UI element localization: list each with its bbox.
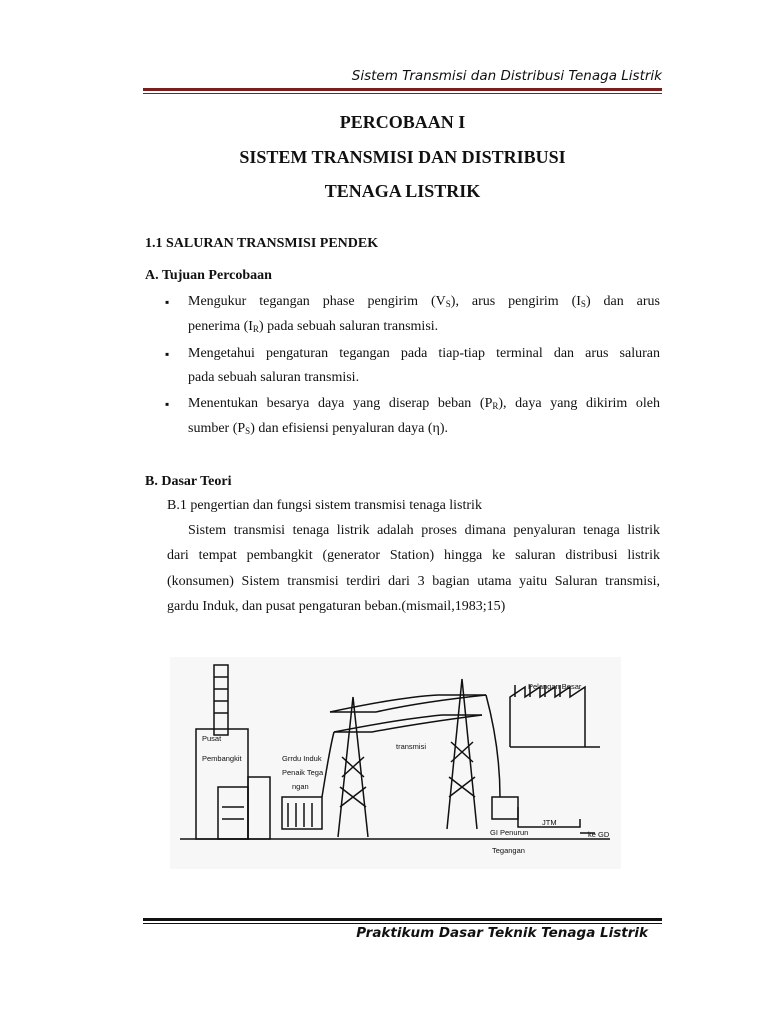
header-rule-thick [143,88,662,91]
subsection-b1: B.1 pengertian dan fungsi sistem transmisi tenaga listrik [167,498,482,513]
bullet-2-line-2: pada sebuah saluran transmisi. [188,370,360,385]
title-line-1: PERCOBAAN I [339,112,466,132]
paragraph-line-2: dari tempat pembangkit (generator Station) hingga ke saluran distribusi listrik [167,548,660,563]
bullet-3-line-2: sumber $(P_S)$ dan efisiensi penyaluran daya (η). [188,421,448,436]
bullet-icon: ▪ [165,295,170,309]
section-1-1-heading: 1.1 SALURAN TRANSMISI PENDEK [145,236,379,251]
bullet-icon: ▪ [165,397,170,411]
header-rule-thin [143,93,662,94]
paragraph-line-3: (konsumen) Sistem transmisi terdiri dari 3 bagian utama yaitu Saluran transmisi, [167,574,660,589]
section-b-heading: B. Dasar Teori [145,474,232,489]
label-transmisi: transmisi [396,742,427,751]
paragraph-line-4: gardu Induk, dan pusat pengaturan beban.(mismail,1983;15) [167,599,506,614]
label-gi-penurun: GI Penurun [490,828,529,837]
bullet-3-line-1: Menentukan besarya daya yang diserap beban $(P_R)$, daya yang dikirim oleh [188,396,660,411]
label-ngan: ngan [292,782,309,791]
running-footer: Praktikum Dasar Teknik Tenaga Listrik [356,925,648,941]
footer-rule-thin [143,923,662,924]
label-gardu-induk: Grrdu Induk [282,754,322,763]
label-pelanggan-besar: Pelangan Besar [528,682,582,691]
paragraph-line-1: Sistem transmisi tenaga listrik adalah proses dimana penyaluran tenaga listrik [188,523,660,538]
label-jtm: JTM [542,818,557,827]
label-penaik-tegangan: Penaik Tega [282,768,324,777]
label-pusat: Pusat [202,734,222,743]
bullet-1-line-1: Mengukur tegangan phase pengirim $(V_S)$, arus pengirim $(I_S)$ dan arus [188,294,660,309]
running-header: Sistem Transmisi dan Distribusi Tenaga Listrik [351,68,662,84]
label-tegangan: Tegangan [492,846,525,855]
label-ke-gd: ke GD [588,830,610,839]
bullet-2-line-1: Mengetahui pengaturan tegangan pada tiap-tiap terminal dan arus saluran [188,346,660,361]
transmission-system-figure [170,657,621,869]
label-pembangkit: Pembangkit [202,754,242,763]
section-a-heading: A. Tujuan Percobaan [145,268,272,283]
footer-rule-thick [143,918,662,921]
bullet-icon: ▪ [165,347,170,361]
title-line-2: SISTEM TRANSMISI DAN DISTRIBUSI [239,147,566,167]
title-line-3: TENAGA LISTRIK [324,181,481,201]
bullet-1-line-2: penerima $(I_R)$ pada sebuah saluran transmisi. [188,319,439,334]
